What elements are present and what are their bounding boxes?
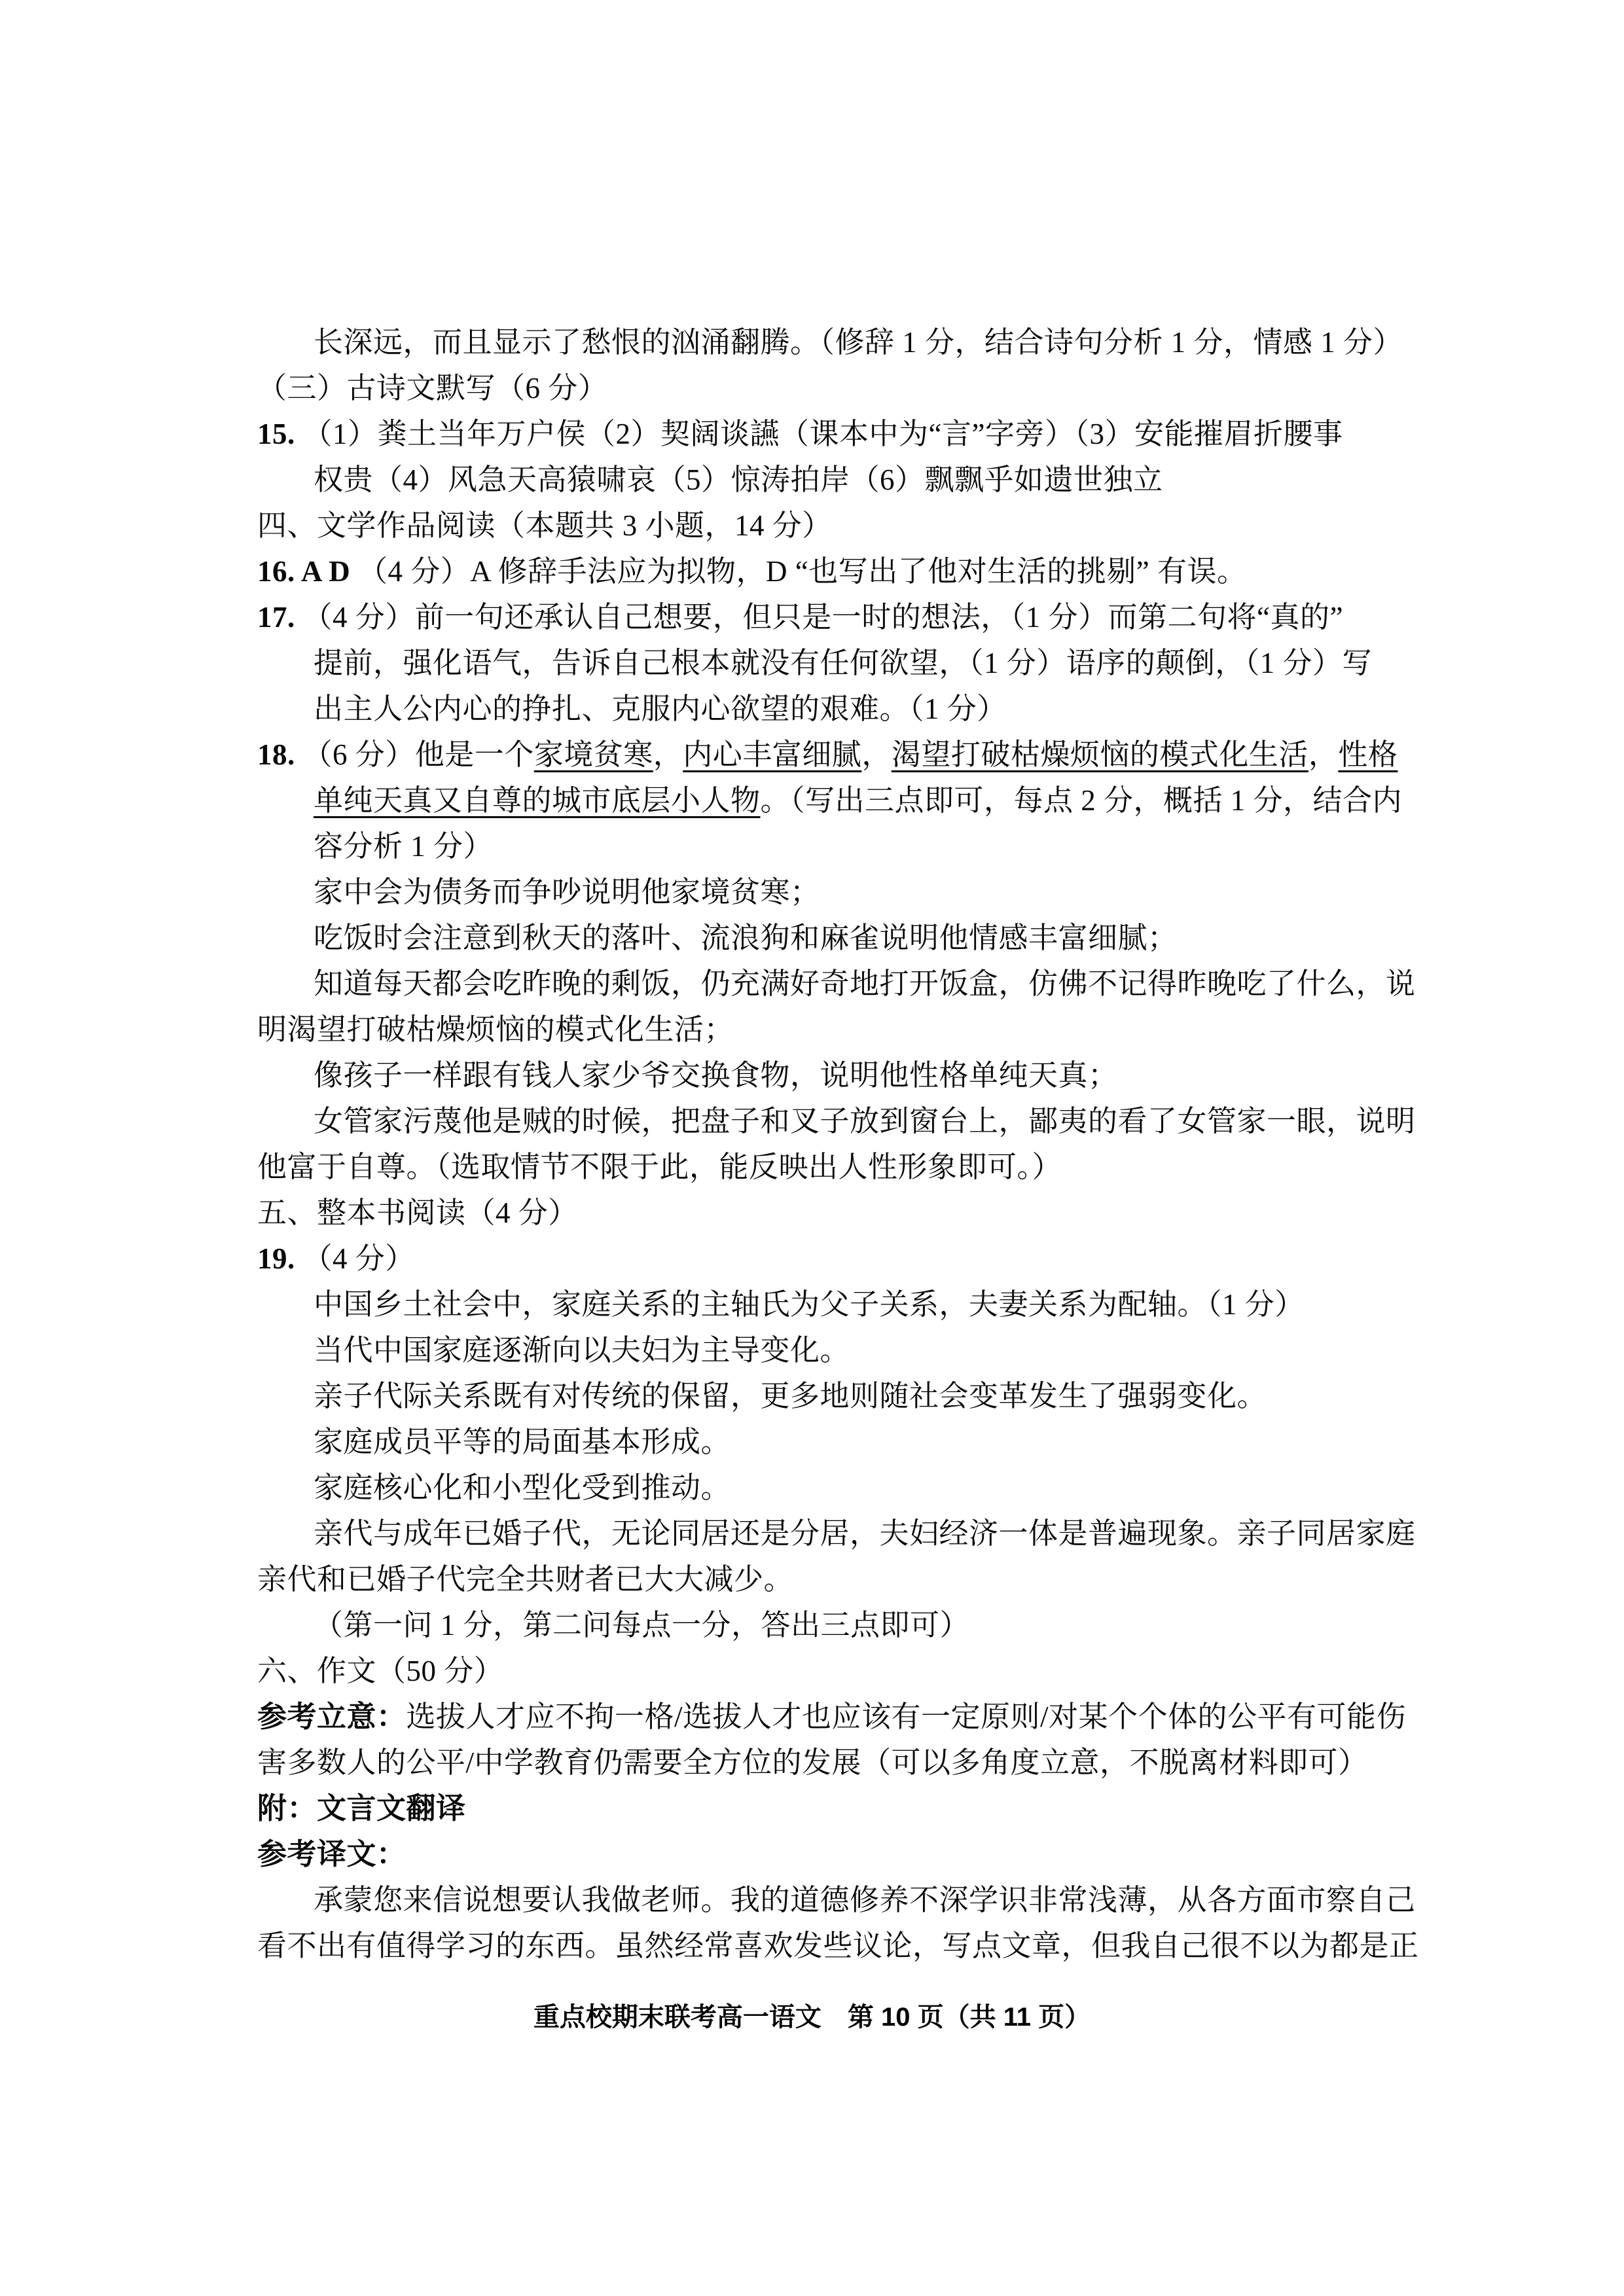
text-run: 参考立意：: [257, 1700, 406, 1733]
text-run: 附：文言文翻译: [257, 1791, 466, 1825]
text-run: 他富于自尊。（选取情节不限于此，能反映出人性形象即可。）: [257, 1151, 1062, 1183]
text-run: 亲代和已婚子代完全共财者已大大减少。: [257, 1563, 794, 1596]
text-run: （4 分）前一句还承认自己想要，但只是一时的想法，（1 分）而第二句将“真的”: [295, 601, 1343, 634]
text-line: [257, 1511, 1416, 1556]
text-run: 性格: [1338, 738, 1398, 771]
text-run: 内心丰富细腻: [683, 738, 862, 771]
text-run: 看不出有值得学习的东西。虽然经常喜欢发些议论，写点文章，但我自己很不以为都是正: [257, 1929, 1419, 1962]
text-run: 五、整本书阅读（4 分）: [257, 1196, 578, 1229]
text-run: 渴望打破枯燥烦恼的模式化生活: [891, 738, 1308, 771]
text-line: [257, 732, 1409, 778]
text-run: 提前，强化语气，告诉自己根本就没有任何欲望，（1 分）语序的颠倒，（1 分）写: [314, 647, 1373, 679]
text-run: 16. A D: [257, 555, 351, 588]
text-run: 四、文学作品阅读（本题共 3 小题，14 分）: [257, 509, 832, 542]
text-line: [257, 1877, 1416, 1923]
text-line: [257, 1648, 1409, 1694]
text-run: 19.: [257, 1242, 295, 1275]
text-run: 18.: [257, 738, 295, 771]
text-run: 容分析 1 分）: [314, 830, 494, 863]
text-line: [257, 1465, 1409, 1511]
text-line: [257, 365, 1409, 411]
text-line: [257, 457, 1409, 503]
text-run: （1）粪土当年万户侯（2）契阔谈讌（课本中为“言”字旁）（3）安能摧眉折腰事: [295, 418, 1343, 450]
text-line: [257, 1923, 1419, 1969]
text-run: 害多数人的公平/中学教育仍需要全方位的发展（可以多角度立意，不脱离材料即可）: [257, 1746, 1368, 1779]
text-run: 明渴望打破枯燥烦恼的模式化生活；: [257, 1013, 734, 1046]
text-run: 选拔人才应不拘一格/选拔人才也应该有一定原则/对某个个体的公平有可能伤: [406, 1700, 1407, 1733]
text-run: 像孩子一样跟有钱人家少爷交换食物，说明他性格单纯天真；: [314, 1059, 1118, 1092]
text-line: [257, 869, 1409, 915]
text-run: 当代中国家庭逐渐向以夫妇为主导变化。: [314, 1334, 850, 1367]
text-line: [257, 503, 1409, 548]
text-line: [257, 1740, 1409, 1785]
text-run: 家庭成员平等的局面基本形成。: [314, 1426, 731, 1458]
text-line: [257, 1327, 1409, 1373]
text-run: （4 分）: [295, 1242, 415, 1275]
text-line: [257, 1098, 1416, 1144]
text-run: 15.: [257, 418, 295, 450]
text-run: （6 分）他是一个: [295, 738, 534, 771]
text-run: 中国乡土社会中，家庭关系的主轴氏为父子关系，夫妻关系为配轴。（1 分）: [314, 1288, 1305, 1321]
text-run: ，: [861, 738, 892, 771]
text-run: 六、作文（50 分）: [257, 1655, 504, 1687]
text-run: 亲子代际关系既有对传统的保留，更多地则随社会变革发生了强弱变化。: [314, 1380, 1267, 1412]
text-run: （三）古诗文默写（6 分）: [257, 372, 608, 404]
text-run: 出主人公内心的挣扎、克服内心欲望的艰难。（1 分）: [314, 692, 1007, 725]
text-line: [257, 823, 1409, 869]
text-run: 女管家污蔑他是贼的时候，把盘子和叉子放到窗台上，鄙夷的看了女管家一眼，说明: [314, 1105, 1416, 1138]
text-run: 家庭核心化和小型化受到推动。: [314, 1471, 731, 1504]
text-line: [257, 915, 1409, 961]
text-run: 参考译文：: [257, 1837, 406, 1871]
text-line: [257, 686, 1409, 732]
text-run: 权贵（4）风急天高猿啸哀（5）惊涛拍岸（6）飘飘乎如遗世独立: [314, 463, 1163, 496]
text-line: [257, 1831, 1409, 1877]
text-line: [257, 1419, 1409, 1465]
text-line: [257, 319, 1409, 365]
text-run: 家境贫寒: [533, 738, 653, 771]
text-run: 家中会为债务而争吵说明他家境贫寒；: [314, 876, 820, 908]
text-run: 承蒙您来信说想要认我做老师。我的道德修养不深学识非常浅薄，从各方面市察自己: [314, 1884, 1416, 1916]
text-line: [257, 778, 1409, 823]
text-line: [257, 1694, 1409, 1740]
text-line: [257, 1236, 1409, 1282]
text-run: 17.: [257, 601, 295, 634]
text-line: [257, 411, 1409, 457]
text-line: [257, 548, 1409, 594]
text-line: [257, 1373, 1409, 1419]
text-line: [257, 1785, 1409, 1831]
text-run: 单纯天真又自尊的城市底层小人物: [314, 784, 761, 817]
text-line: [257, 1144, 1409, 1190]
text-run: 吃饭时会注意到秋天的落叶、流浪狗和麻雀说明他情感丰富细腻；: [314, 922, 1178, 954]
text-line: [257, 961, 1416, 1007]
text-line: [257, 594, 1409, 640]
text-line: [257, 1190, 1409, 1236]
text-line: [257, 1282, 1409, 1327]
text-line: [257, 1052, 1409, 1098]
text-line: [257, 1007, 1409, 1052]
text-run: （4 分）A 修辞手法应为拟物，D “也写出了他对生活的挑剔” 有误。: [350, 555, 1247, 588]
text-run: 长深远，而且显示了愁恨的汹涌翻腾。（修辞 1 分，结合诗句分析 1 分，情感 1 分）: [314, 326, 1403, 359]
text-line: [257, 1556, 1409, 1602]
text-run: （第一问 1 分，第二问每点一分，答出三点即可）: [314, 1609, 970, 1641]
text-run: ，: [1308, 738, 1339, 771]
text-line: [257, 640, 1409, 686]
text-run: 。（写出三点即可，每点 2 分，概括 1 分，结合内: [760, 784, 1403, 817]
text-run: 亲代与成年已婚子代，无论同居还是分居，夫妇经济一体是普遍现象。亲子同居家庭: [314, 1517, 1416, 1550]
text-run: ，: [653, 738, 683, 771]
text-run: 知道每天都会吃昨晚的剩饭，仍充满好奇地打开饭盒，仿佛不记得昨晚吃了什么，说: [314, 967, 1416, 1000]
text-line: [257, 1602, 1409, 1648]
document-body: [257, 319, 1419, 1969]
page-footer: 重点校期末联考高一语文 第 10 页（共 11 页）: [533, 2003, 1091, 2032]
